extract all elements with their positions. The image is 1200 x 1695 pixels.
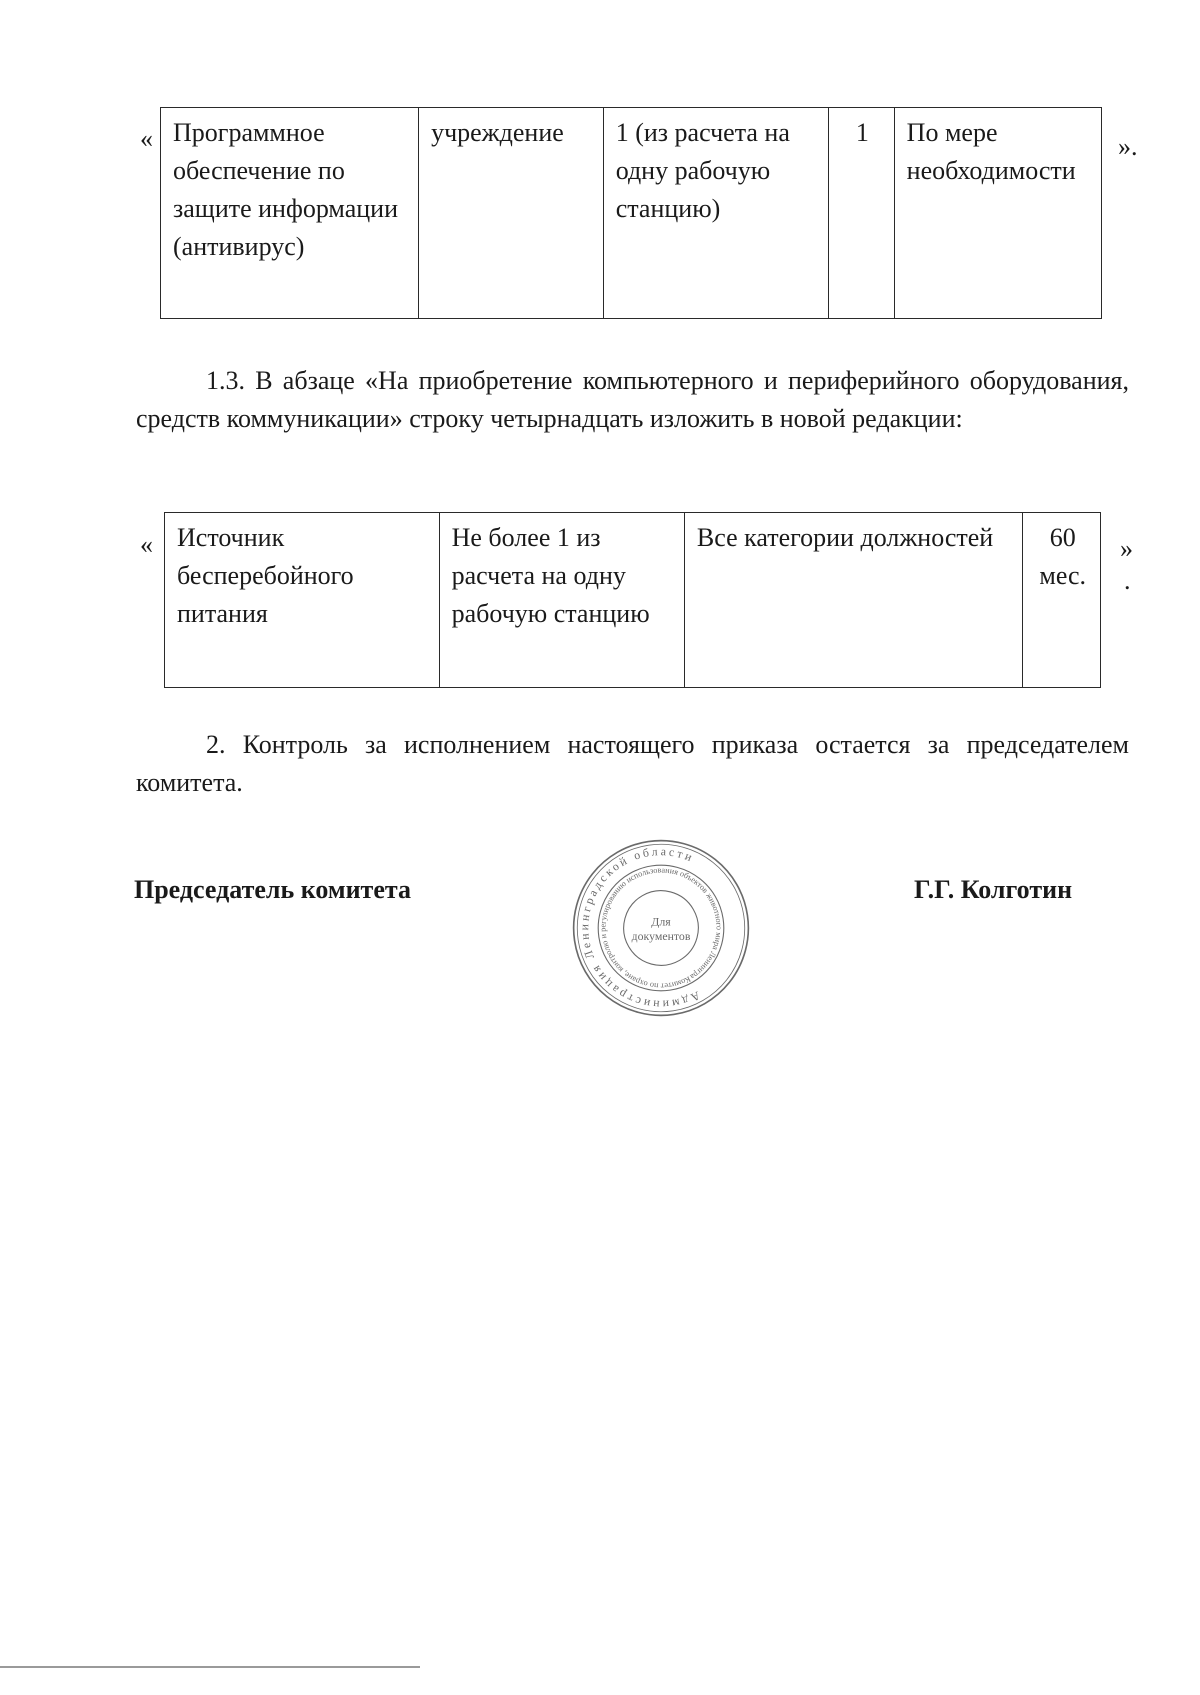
official-seal — [570, 837, 752, 1019]
table1-cell-quantity: 1 — [829, 108, 895, 319]
table1-close-quote: ». — [1118, 132, 1138, 161]
seal-outer-text: Администрация Ленинградской области — [577, 844, 703, 1012]
table2-cell-category: Все категории должностей — [684, 513, 1023, 688]
table2-close-quote: » — [1120, 534, 1133, 563]
table2-cell-period: 60 мес. — [1023, 513, 1101, 688]
table1-open-quote: « — [140, 124, 153, 153]
table2-cell-item: Источник бесперебойного питания — [165, 513, 440, 688]
table1-cell-item: Программное обеспечение по защите информации (антивирус) — [161, 108, 419, 319]
table1-cell-quantity-norm: 1 (из расчета на одну рабочую станцию) — [603, 108, 828, 319]
table-ups-row — [164, 512, 1101, 688]
paragraph-1-3-text: 1.3. В абзаце «На приобретение компьютерного и периферийного оборудования, средств коммуникации» строку четырнадцать изложить в новой редакции: — [136, 366, 1129, 433]
seal-center-line1: Для — [651, 914, 671, 929]
scan-edge-line — [0, 1666, 420, 1668]
paragraph-2-text: 2. Контроль за исполнением настоящего приказа остается за председателем комитета. — [136, 730, 1129, 797]
table1-cell-category: учреждение — [419, 108, 604, 319]
table-antivirus-row — [160, 107, 1102, 319]
paragraph-1-3 — [136, 362, 1129, 438]
table2-cell-quantity-norm: Не более 1 из расчета на одну рабочую станцию — [439, 513, 684, 688]
seal-center-line2: документов — [631, 928, 691, 943]
seal-inner-text: Комитет по охране, контролю и регулированию использования объектов животного мира Ленинградской — [598, 865, 724, 991]
table1-cell-period: По мере необходимости — [894, 108, 1101, 319]
signature-position: Председатель комитета — [134, 875, 411, 904]
table2-open-quote: « — [140, 530, 153, 559]
signature-name: Г.Г. Колготин — [914, 875, 1073, 904]
paragraph-2 — [136, 726, 1129, 802]
table2-close-dot: . — [1124, 566, 1131, 595]
